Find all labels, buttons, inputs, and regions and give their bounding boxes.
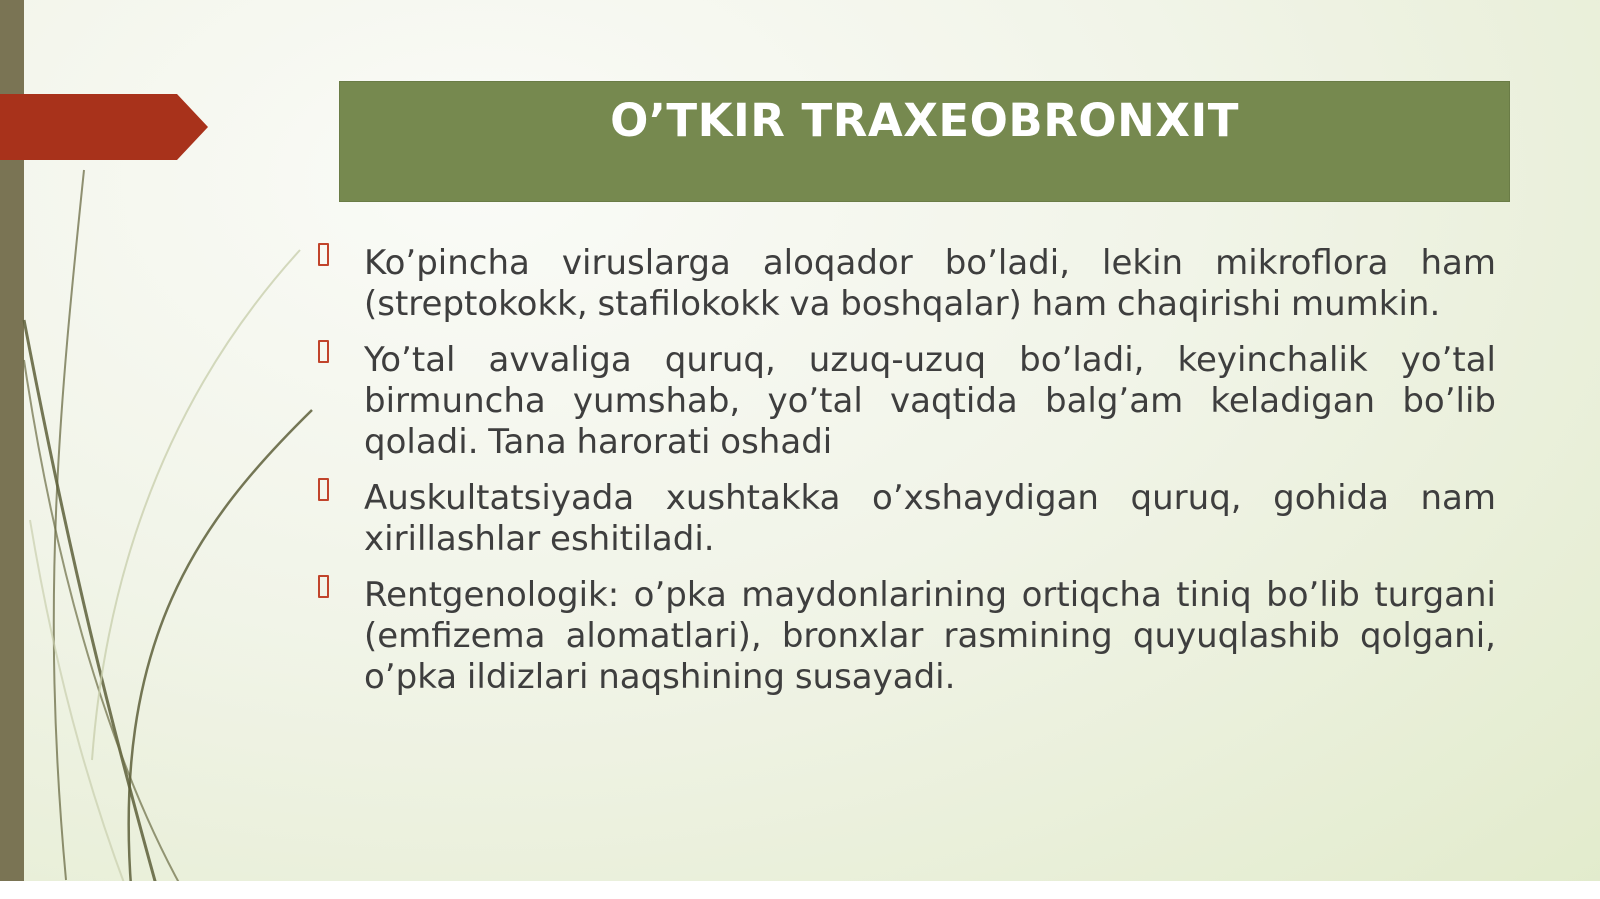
hollow-rectangle-bullet-icon <box>318 243 329 266</box>
bullet-text: Ko’pincha viruslarga aloqador bo’ladi, lekin mikroflora ham (streptokokk, stafilokokk va boshqalar) ham chaqirishi mumkin. <box>364 243 1496 324</box>
slide-title: O’TKIR TRAXEOBRONXIT <box>610 94 1239 147</box>
hollow-rectangle-bullet-icon <box>318 575 329 598</box>
bullet-list <box>318 243 1496 713</box>
bullet-text: Auskultatsiyada xushtakka o’xshaydigan quruq, gohida nam xirillashlar eshitiladi. <box>364 478 1496 559</box>
title-banner <box>339 81 1510 202</box>
red-arrow-shape-icon <box>0 0 220 170</box>
bullet-text: Rentgenologik: o’pka maydonlarining ortiqcha tiniq bo’lib turgani (emfizema alomatlari), bronxlar rasmining quyuqlashib qolgani, o’pka ildizlari naqshining susayadi. <box>364 575 1496 697</box>
bullet-item-1 <box>318 243 1496 325</box>
bullet-item-3 <box>318 478 1496 560</box>
hollow-rectangle-bullet-icon <box>318 478 329 501</box>
bullet-item-4 <box>318 575 1496 698</box>
hollow-rectangle-bullet-icon <box>318 340 329 363</box>
bullet-text: Yo’tal avvaliga quruq, uzuq-uzuq bo’ladi, keyinchalik yo’tal birmuncha yumshab, yo’tal vaqtida balg’am keladigan bo’lib qoladi. Tana harorati oshadi <box>364 340 1496 462</box>
bullet-item-2 <box>318 340 1496 463</box>
bottom-edge-strip <box>0 881 1600 899</box>
